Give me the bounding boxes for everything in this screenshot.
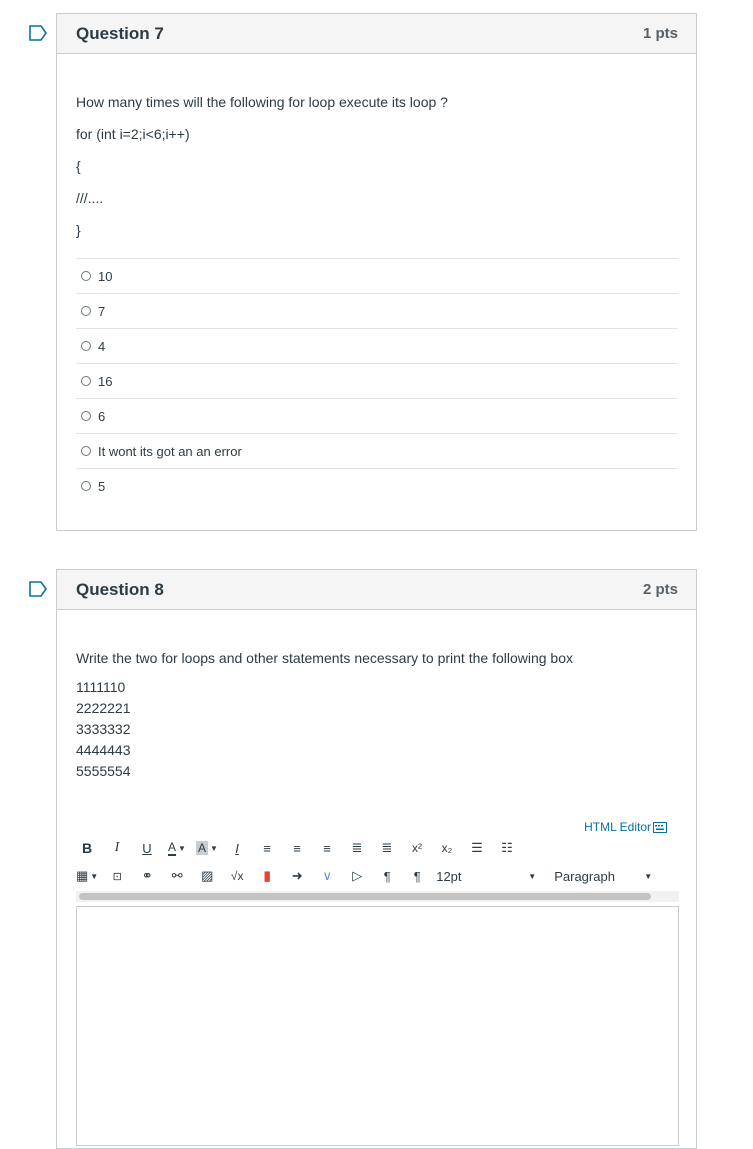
answer-label: 4 xyxy=(98,338,106,354)
question-prompt: How many times will the following for loop execute its loop ? xyxy=(76,94,448,110)
media-icon[interactable]: ⊡ xyxy=(112,870,122,883)
numbered-list-icon[interactable]: ☷ xyxy=(501,840,513,855)
code-line: { xyxy=(76,158,81,174)
superscript-icon[interactable]: x² xyxy=(412,841,422,855)
box-line: 3333332 xyxy=(76,721,131,737)
subscript-icon[interactable]: x₂ xyxy=(441,841,453,855)
block-format-select[interactable]: Paragraph ▼ xyxy=(554,868,653,884)
link-icon[interactable]: ⚭ xyxy=(141,868,153,883)
underline-icon[interactable]: U xyxy=(142,840,152,856)
font-size-value: 12pt xyxy=(436,868,462,884)
question-prompt: Write the two for loops and other statements necessary to print the following box xyxy=(76,650,573,666)
background-color-icon[interactable]: A ▼ xyxy=(198,841,218,855)
box-line: 2222221 xyxy=(76,700,131,716)
answer-option[interactable] xyxy=(76,329,678,364)
block-format-value: Paragraph xyxy=(554,868,615,884)
answer-option[interactable] xyxy=(76,399,678,434)
answer-option[interactable] xyxy=(76,294,678,329)
question-card xyxy=(56,569,697,1149)
question-body xyxy=(57,54,696,503)
code-line: for (int i=2;i<6;i++) xyxy=(76,126,190,142)
answer-option[interactable] xyxy=(76,259,678,294)
answer-label: It wont its got an an error xyxy=(98,443,242,459)
tools-icon[interactable]: ➜ xyxy=(291,868,303,883)
radio-button[interactable] xyxy=(81,306,91,316)
answer-label: 7 xyxy=(98,303,106,319)
unlink-icon[interactable]: ⚯ xyxy=(171,868,183,883)
flag-question-icon[interactable] xyxy=(29,25,47,41)
question-header xyxy=(57,570,696,610)
flag-question-icon[interactable] xyxy=(29,581,47,597)
box-line: 1111110 xyxy=(76,679,126,695)
answer-option[interactable] xyxy=(76,434,678,469)
question-header xyxy=(57,14,696,54)
italic-icon[interactable]: I xyxy=(114,840,120,855)
align-center-icon[interactable]: ≡ xyxy=(293,840,301,856)
radio-button[interactable] xyxy=(81,446,91,456)
chevron-v-icon[interactable]: ∨ xyxy=(322,868,332,883)
output-box xyxy=(76,677,678,782)
table-icon[interactable]: ▦ ▼ xyxy=(76,868,99,883)
question-points: 1 pts xyxy=(642,25,678,42)
radio-button[interactable] xyxy=(81,481,91,491)
keyboard-icon xyxy=(653,822,667,833)
answer-option[interactable] xyxy=(76,469,678,503)
answer-editor[interactable] xyxy=(76,906,679,1146)
radio-button[interactable] xyxy=(81,341,91,351)
radio-button[interactable] xyxy=(81,411,91,421)
answer-option[interactable] xyxy=(76,364,678,399)
html-editor-label: HTML Editor xyxy=(584,820,651,834)
question-card xyxy=(56,13,697,531)
rtl-icon[interactable]: ¶ xyxy=(413,868,421,884)
outdent-icon[interactable]: ≣ xyxy=(351,840,363,855)
code-line: } xyxy=(76,222,81,238)
clear-formatting-icon[interactable]: I xyxy=(235,840,239,856)
image-icon[interactable]: ▨ xyxy=(201,868,214,883)
question-body xyxy=(57,610,696,782)
toolbar-scrollbar[interactable] xyxy=(79,893,651,900)
answer-label: 5 xyxy=(98,478,106,494)
equation-icon[interactable]: √x xyxy=(230,869,244,883)
radio-button[interactable] xyxy=(81,271,91,281)
bullet-list-icon[interactable]: ☰ xyxy=(471,840,483,855)
question-points: 2 pts xyxy=(642,581,678,598)
text-color-icon[interactable]: A ▼ xyxy=(168,840,186,854)
question-title: Question 8 xyxy=(76,579,164,599)
box-line: 4444443 xyxy=(76,742,131,758)
answer-label: 6 xyxy=(98,408,106,424)
indent-icon[interactable]: ≣ xyxy=(381,840,393,855)
answer-list xyxy=(76,258,678,503)
font-size-select[interactable]: 12pt ▼ xyxy=(436,868,537,884)
answer-label: 10 xyxy=(98,268,113,284)
bold-icon[interactable]: B xyxy=(81,840,93,856)
box-line: 5555554 xyxy=(76,763,131,779)
radio-button[interactable] xyxy=(81,376,91,386)
answer-label: 16 xyxy=(98,373,113,389)
align-right-icon[interactable]: ≡ xyxy=(323,840,331,856)
question-title: Question 7 xyxy=(76,23,164,43)
html-editor-link[interactable] xyxy=(584,820,667,834)
code-line: ///.... xyxy=(76,190,104,206)
record-media-icon[interactable]: ▷ xyxy=(352,868,363,883)
office-icon[interactable]: ▮ xyxy=(263,868,271,883)
editor-toolbar-row-2 xyxy=(76,863,679,889)
ltr-icon[interactable]: ¶ xyxy=(383,868,391,884)
align-left-icon[interactable]: ≡ xyxy=(263,840,271,856)
editor-toolbar-row-1 xyxy=(76,835,679,861)
